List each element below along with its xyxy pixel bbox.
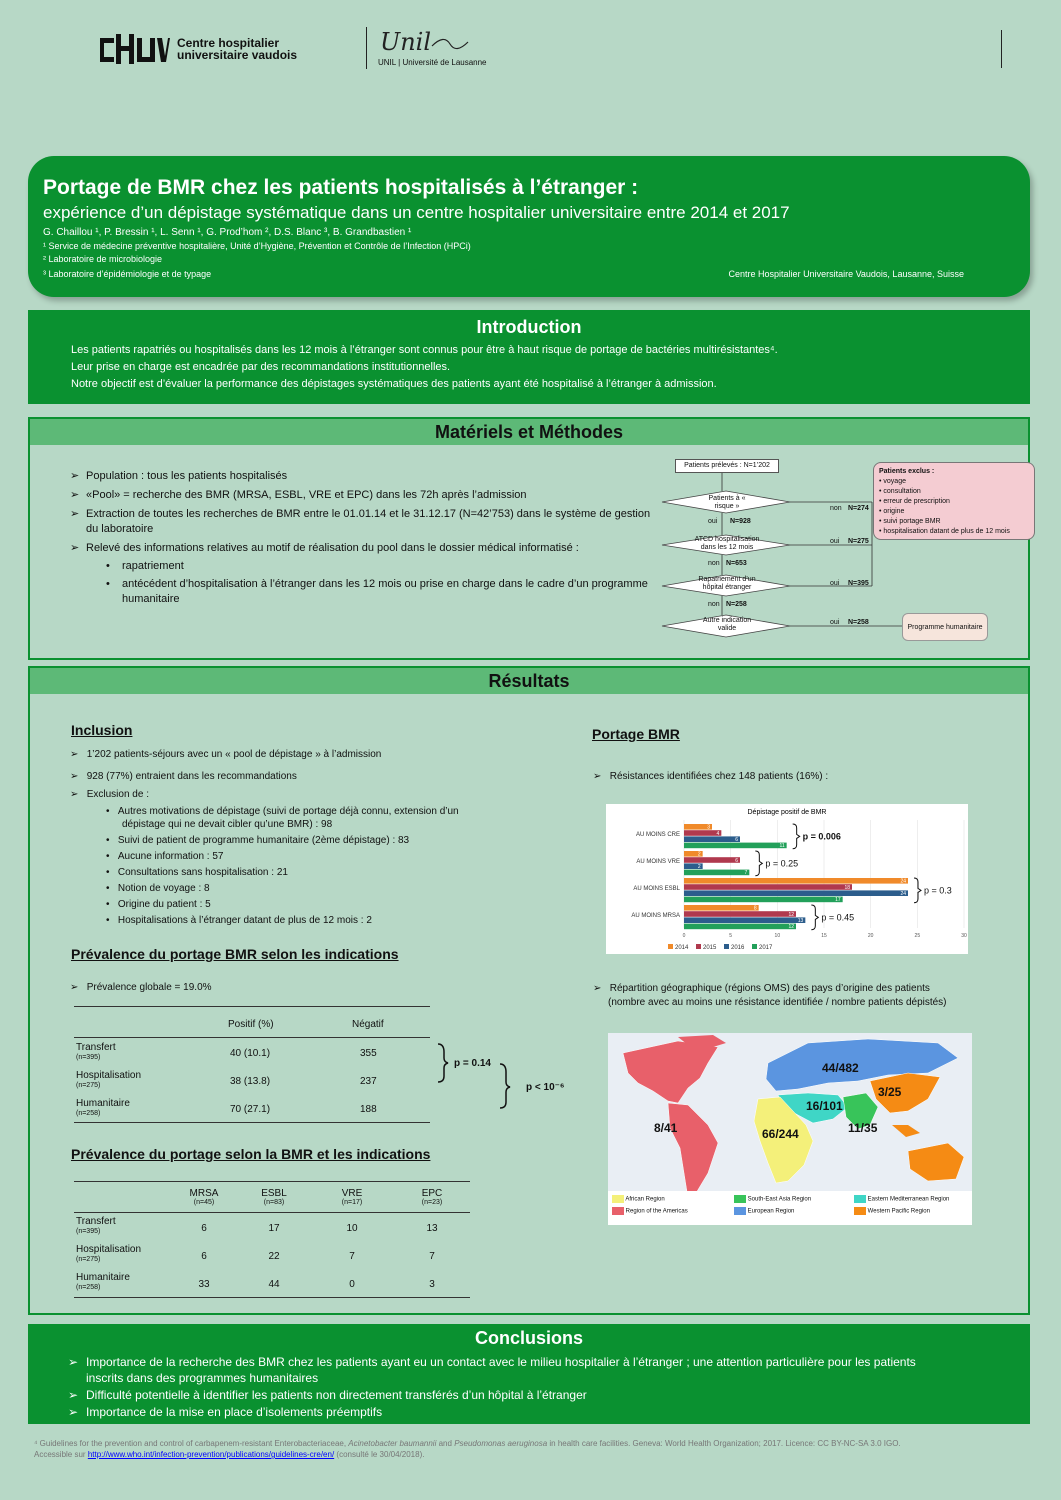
- affiliation-3: ³ Laboratoire d’épidémiologie et de typage: [43, 269, 212, 279]
- category-label: AU MOINS VRE: [636, 859, 680, 866]
- bar: [684, 870, 749, 876]
- bar-data-label: 4: [716, 830, 720, 837]
- conclusions-list: [68, 1354, 916, 1421]
- conclusions-section: [28, 1324, 1030, 1424]
- bmr-header: VRE: [341, 1188, 363, 1199]
- chuv-logo-icon: [100, 32, 170, 66]
- bmr-header: ESBL: [261, 1188, 287, 1199]
- exclusion-item: • Hospitalisations à l’étranger datant de plus de 12 mois : 2: [106, 915, 372, 926]
- exclusion-item: • Autres motivations de dépistage (suivi de portage déjà connu, extension d’un: [106, 806, 459, 817]
- table-row: Hospitalisation (n=275) 6 22 7 7: [76, 1244, 435, 1263]
- table-row: Transfert (n=395) 6 17 10 13: [76, 1216, 438, 1235]
- arrow-bullet-icon: ➢: [68, 1355, 79, 1369]
- bar-data-label: 7: [744, 870, 748, 877]
- flow-diamond-3: Rapatriement d’un hôpital étranger: [698, 576, 756, 591]
- map-label: 44/482: [822, 1061, 859, 1075]
- exclusion-item-cont: dépistage qui ne devait cibler qu’une BMR) : 98: [122, 819, 333, 830]
- conclusion-item: ➢ Importance de la recherche des BMR chez les patients ayant eu un contact avec le milieu hospitalier à l’étranger ; une attention particulière pour les patients inscrits dans des programmes humanitaires: [68, 1355, 916, 1385]
- bar: [684, 911, 796, 917]
- flow-n653: N=653: [726, 560, 747, 567]
- legend-swatch: [734, 1195, 746, 1203]
- chuv-name-line2: universitaire vaudois: [177, 48, 298, 62]
- bar-data-label: 8: [753, 905, 757, 912]
- legend-swatch: [668, 944, 673, 949]
- pvalue-1: p = 0.14: [454, 1058, 491, 1069]
- who-guidelines-link[interactable]: http://www.who.int/infection-prevention/publications/guidelines-cre/en/: [87, 1450, 335, 1459]
- map-label: 11/35: [848, 1121, 878, 1135]
- methods-list: [70, 469, 660, 611]
- poster-subtitle: expérience d’un dépistage systématique dans un centre hospitalier universitaire entre 2014 et 2017: [43, 203, 790, 222]
- flowchart: [660, 455, 1032, 655]
- geo-item: ➢ Répartition géographique (régions OMS) des pays d’origine des patients: [593, 983, 930, 994]
- exclusion-item: • Consultations sans hospitalisation : 21: [106, 867, 288, 878]
- flow-label-oui: oui: [708, 518, 718, 525]
- prevalence-global: ➢ Prévalence globale = 19.0%: [70, 982, 212, 993]
- dot-bullet-icon: •: [106, 560, 110, 572]
- world-map: [608, 1033, 972, 1225]
- methods-sublist: [106, 559, 660, 607]
- flow-diamond-4: Autre indication valide: [702, 617, 752, 632]
- poster-title: Portage de BMR chez les patients hospitalisés à l’étranger :: [43, 176, 639, 199]
- pvalue-label: p = 0.25: [765, 858, 799, 869]
- arrow-bullet-icon: ➢: [68, 1405, 79, 1419]
- map-label: 8/41: [654, 1121, 678, 1135]
- flow-n258: N=258: [726, 601, 747, 608]
- prevalence-table: [74, 1006, 430, 1123]
- legend-label: 2014: [675, 945, 689, 951]
- title-banner: [28, 156, 1030, 297]
- bar-data-label: 18: [844, 884, 850, 891]
- dot-bullet-icon: •: [106, 578, 110, 590]
- results-section: [28, 666, 1030, 1315]
- bmr-header: EPC: [421, 1188, 443, 1199]
- map-label: 3/25: [878, 1085, 902, 1099]
- exclusion-item: • Suivi de patient de programme humanitaire (2ème dépistage) : 83: [106, 835, 410, 846]
- pvalue-bracket: [811, 905, 818, 930]
- chart-title: Dépistage positif de BMR: [747, 809, 827, 816]
- inclusion-item: ➢ 928 (77%) entraient dans les recommandations: [70, 771, 297, 782]
- methods-item: ➢ Population : tous les patients hospitalisés: [70, 470, 288, 482]
- x-tick-label: 0: [682, 933, 686, 939]
- x-tick-label: 5: [729, 933, 733, 939]
- flow-label-oui: oui: [830, 538, 840, 545]
- bar: [684, 924, 796, 930]
- bar: [684, 890, 908, 896]
- conclusion-item: ➢ Importance de la mise en place d’isolements préemptifs: [68, 1405, 383, 1419]
- header-logos: [0, 0, 1061, 90]
- pvalue-brackets-icon: [434, 1042, 534, 1114]
- flow-label-non: non: [830, 505, 842, 512]
- legend-swatch: [734, 1207, 746, 1215]
- bar-data-label: 24: [900, 878, 906, 885]
- excluded-item: • voyage: [879, 478, 906, 485]
- logo-divider: [366, 27, 367, 69]
- intro-line-2: Leur prise en charge est encadrée par des recommandations institutionnelles.: [71, 361, 451, 373]
- bmr-header: MRSA: [189, 1188, 219, 1199]
- bar-data-label: 3: [707, 824, 710, 831]
- legend-swatch: [612, 1207, 624, 1215]
- inclusion-item: ➢ 1’202 patients-séjours avec un « pool de dépistage » à l’admission: [70, 749, 382, 760]
- legend-item: South-East Asia Region: [734, 1195, 811, 1203]
- bar-data-label: 24: [900, 891, 906, 897]
- methods-item: ➢ «Pool» = recherche des BMR (MRSA, ESBL, VRE et EPC) dans les 72h après l’admission: [70, 489, 527, 501]
- excluded-item: • hospitalisation datant de plus de 12 mois: [879, 528, 1010, 535]
- pvalue-2: p < 10⁻⁶: [526, 1082, 565, 1093]
- category-label: AU MOINS MRSA: [631, 913, 680, 920]
- bar-data-label: 2: [697, 851, 701, 858]
- introduction-section: [28, 310, 1030, 404]
- x-tick-label: 30: [961, 933, 967, 939]
- flow-label-oui: oui: [830, 580, 840, 587]
- legend-swatch: [696, 944, 701, 949]
- arrow-bullet-icon: ➢: [68, 1388, 79, 1402]
- arrow-bullet-icon: ➢: [70, 508, 80, 520]
- results-title: Résultats: [30, 668, 1028, 694]
- pvalue-label: p = 0.45: [821, 912, 855, 923]
- excluded-item: • erreur de prescription: [879, 498, 950, 505]
- flow-diamond-1: Patients à « risque »: [708, 495, 746, 510]
- institution: Centre Hospitalier Universitaire Vaudois, Lausanne, Suisse: [728, 269, 964, 279]
- inclusion-item: ➢ Exclusion de :: [70, 789, 149, 800]
- excluded-title: Patients exclus :: [879, 468, 935, 475]
- legend-swatch: [854, 1207, 866, 1215]
- prevalence2-title: Prévalence du portage selon la BMR et les indications: [71, 1146, 431, 1162]
- x-tick-label: 20: [867, 933, 874, 939]
- x-tick-label: 25: [914, 933, 921, 939]
- legend-item: Western Pacific Region: [854, 1207, 930, 1215]
- arrow-bullet-icon: ➢: [70, 470, 80, 482]
- prev-header-neg: Négatif: [352, 1019, 384, 1030]
- conclusion-item: ➢ Difficulté potentielle à identifier les patients non directement transférés d’un hôpital à l’étranger: [68, 1388, 587, 1402]
- unil-swoosh-icon: [430, 36, 470, 50]
- bar-data-label: 12: [788, 911, 794, 918]
- footnote: ⁴ Guidelines for the prevention and control of carbapenem-resistant Enterobacteriaceae, Acinetobacter baumannii and Pseudomonas aeruginosa in health care facilities. Geneva: World Health Organization; 2017. Licence: CC BY-NC-SA 3.0 IGO. Accessible sur http://www.who.int/infection-prevention/publications/guidelines-cre/en/ (consulté le 30/04/2018).: [34, 1439, 901, 1459]
- introduction-title: Introduction: [476, 317, 582, 337]
- flow-label-oui: oui: [830, 619, 840, 626]
- conclusions-title: Conclusions: [474, 1328, 583, 1348]
- inclusion-title: Inclusion: [71, 722, 133, 738]
- methods-section: [28, 417, 1030, 660]
- intro-line-3: Notre objectif est d’évaluer la performance des dépistages systématiques des patients ayant été hospitalisé à l’étranger à admission.: [71, 378, 717, 390]
- excluded-item: • consultation: [879, 488, 921, 495]
- excluded-item: • suivi portage BMR: [879, 518, 941, 525]
- legend-label: 2015: [703, 945, 717, 951]
- methods-item: ➢ Relevé des informations relatives au motif de réalisation du pool dans le dossier médical informatisé : • rapatriement • antécédent d’hospitalisation à l’étranger dans les 12 mois ou prise en charge dans le cadre d’un programme humanitaire: [70, 541, 660, 607]
- flow-n395: N=395: [848, 580, 869, 587]
- affiliation-1: ¹ Service de médecine préventive hospitalière, Unité d’Hygiène, Prévention et Contrôle de l’Infection (HPCi): [43, 241, 471, 251]
- bar: [684, 836, 740, 842]
- flow-top-box: Patients prélevés : N=1’202: [675, 459, 779, 473]
- arrow-bullet-icon: ➢: [70, 489, 80, 501]
- bar: [684, 884, 852, 890]
- category-label: AU MOINS CRE: [635, 832, 680, 839]
- prev-header-pos: Positif (%): [228, 1019, 274, 1030]
- table-row: Humanitaire (n=258) 33 44 0 3: [76, 1272, 435, 1291]
- flow-n275: N=275: [848, 538, 869, 545]
- bmr-table: MRSA (n=45) ESBL (n=83) VRE (n=17) EPC (n=23) Transfert (n=395) 6 17 10 13 Hospitalisation (n=275) 6 22 7 7 Humanitaire (n=258) 33 44 0 3: [74, 1181, 470, 1298]
- bar: [684, 843, 787, 849]
- bar: [684, 897, 843, 903]
- introduction-body: [71, 342, 778, 393]
- bar-data-label: 12: [788, 924, 794, 931]
- exclusion-item: • Origine du patient : 5: [106, 899, 211, 910]
- prevalence-title: Prévalence du portage BMR selon les indications: [71, 946, 399, 962]
- table-row: Hospitalisation (n=275) 38 (13.8) 237: [76, 1070, 377, 1089]
- legend-swatch: [752, 944, 757, 949]
- pvalue-bracket: [755, 851, 762, 876]
- exclusion-item: • Aucune information : 57: [106, 851, 224, 862]
- exclusion-item: • Notion de voyage : 8: [106, 883, 210, 894]
- portage-title: Portage BMR: [592, 726, 680, 742]
- methods-item: ➢ Extraction de toutes les recherches de BMR entre le 01.01.14 et le 31.12.17 (N=42’753) dans le système de gestion du laboratoire: [70, 508, 651, 535]
- pvalue-label: p = 0.3: [924, 885, 952, 896]
- methods-title: Matériels et Méthodes: [30, 419, 1028, 445]
- intro-line-1: Les patients rapatriés ou hospitalisés dans les 12 mois à l’étranger sont connus pour être à haut risque de portage de bactéries multirésistantes⁴.: [71, 344, 778, 356]
- bar-data-label: 6: [735, 837, 738, 843]
- legend-item: African Region: [612, 1195, 665, 1203]
- bar: [684, 857, 740, 863]
- flow-n274: N=274: [848, 505, 869, 512]
- legend-swatch: [724, 944, 729, 949]
- authors: G. Chaillou ¹, P. Bressin ¹, L. Senn ¹, G. Prod’hom ², D.S. Blanc ³, B. Grandbastien ¹: [43, 227, 412, 238]
- x-tick-label: 10: [774, 933, 781, 939]
- humanitarian-box: Programme humanitaire: [902, 613, 988, 641]
- legend-label: 2016: [731, 945, 745, 951]
- geo-item-cont: (nombre avec au moins une résistance identifiée / nombre patients dépistés): [608, 997, 947, 1008]
- methods-subitem: • rapatriement: [106, 560, 184, 572]
- legend-label: 2017: [759, 945, 773, 951]
- resistance-item: ➢ Résistances identifiées chez 148 patients (16%) :: [593, 771, 829, 782]
- legend-item: Region of the Americas: [612, 1207, 688, 1215]
- map-legend: [608, 1191, 972, 1225]
- flow-n928: N=928: [730, 518, 751, 525]
- affiliation-2: ² Laboratoire de microbiologie: [43, 254, 163, 264]
- bar-data-label: 17: [835, 897, 841, 904]
- pvalue-bracket: [793, 824, 800, 849]
- legend-item: Eastern Mediterranean Region: [854, 1195, 949, 1203]
- map-label: 16/101: [806, 1099, 843, 1113]
- category-label: AU MOINS ESBL: [633, 886, 680, 893]
- bar: [684, 878, 908, 884]
- unil-logo: Unil: [380, 28, 432, 56]
- table-row: Transfert (n=395) 40 (10.1) 355: [76, 1042, 377, 1061]
- bar-data-label: 6: [735, 857, 738, 864]
- pvalue-label: p = 0.006: [802, 831, 841, 842]
- methods-subitem: • antécédent d’hospitalisation à l’étranger dans les 12 mois ou prise en charge dans le cadre d’un programme humanitaire: [106, 578, 648, 605]
- legend-item: European Region: [734, 1207, 794, 1215]
- bar: [684, 917, 805, 923]
- legend-swatch: [612, 1195, 624, 1203]
- excluded-box: [873, 462, 1035, 540]
- chuv-name-line1: Centre hospitalier: [177, 36, 280, 50]
- flow-label-non: non: [708, 601, 720, 608]
- arrow-bullet-icon: ➢: [70, 542, 80, 554]
- table-row: Humanitaire (n=258) 70 (27.1) 188: [76, 1098, 377, 1117]
- unil-subtitle: UNIL | Université de Lausanne: [378, 58, 487, 67]
- legend-swatch: [854, 1195, 866, 1203]
- chuv-name: [177, 37, 297, 61]
- flow-label-non: non: [708, 560, 720, 567]
- bar: [684, 905, 759, 911]
- excluded-item: • origine: [879, 508, 905, 515]
- flow-n258: N=258: [848, 619, 869, 626]
- flow-diamond-2: ATCD hospitalisation dans les 12 mois: [694, 536, 760, 551]
- bmr-bar-chart: [606, 804, 968, 954]
- x-tick-label: 15: [821, 933, 827, 939]
- bar-data-label: 13: [797, 918, 804, 924]
- bar-data-label: 11: [779, 843, 785, 850]
- map-label: 66/244: [762, 1127, 799, 1141]
- bar-data-label: 2: [697, 864, 701, 870]
- right-divider: [1001, 30, 1002, 68]
